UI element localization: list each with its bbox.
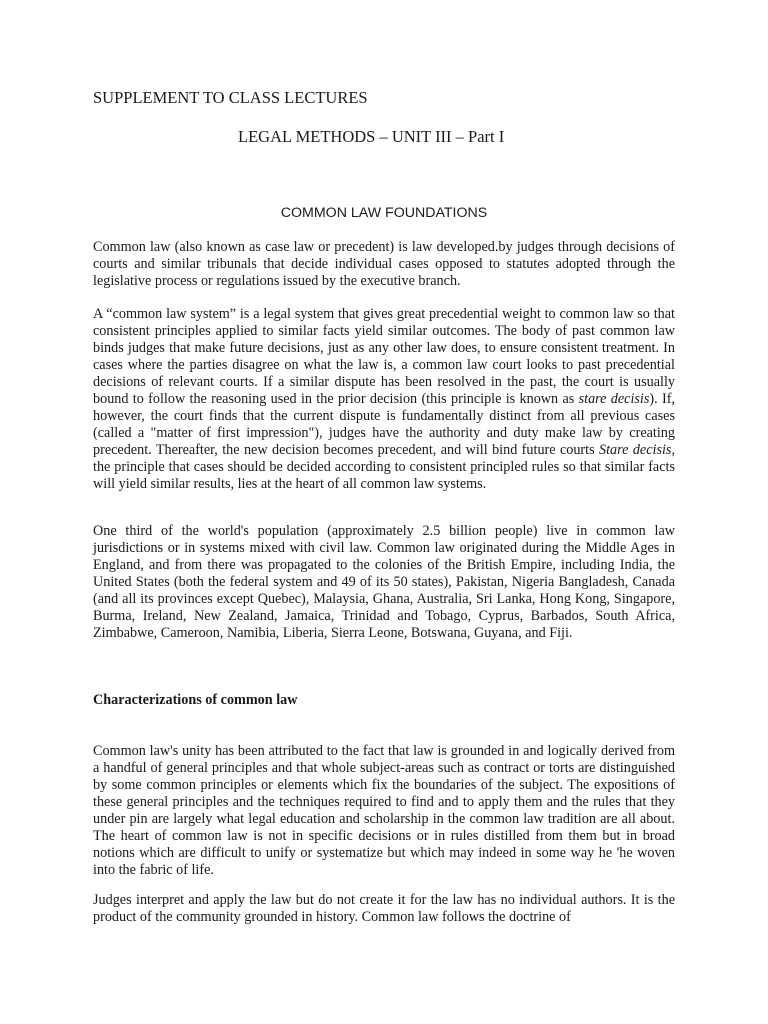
subheading-characterizations: Characterizations of common law (93, 692, 298, 708)
document-header-unit: LEGAL METHODS – UNIT III – Part I (238, 127, 505, 146)
paragraph-judges: Judges interpret and apply the law but do not create it for the law has no individual authors. It is the product of the community grounded in history. Common law follows the doctrine of (93, 892, 675, 925)
document-header-supplement: SUPPLEMENT TO CLASS LECTURES (93, 88, 368, 107)
paragraph-common-law-system (93, 306, 675, 493)
paragraph-text: , the principle that cases should be decided according to consistent principled rules so that similar facts will yield similar results, lies at the heart of all common law systems. (93, 442, 675, 492)
italic-term: Stare decisis (599, 442, 672, 458)
paragraph-jurisdictions: One third of the world's population (approximately 2.5 billion people) live in common law jurisdictions or in systems mixed with civil law. Common law originated during the Middle Ages in England, and from there was propagated to the colonies of the British Empire, including India, the United States (both the federal system and 49 of its 50 states), Pakistan, Nigeria Bangladesh, Canada (and all its provinces except Quebec), Malaysia, Ghana, Australia, Sri Lanka, Hong Kong, Singapore, Burma, Ireland, New Zealand, Jamaica, Trinidad and Tobago, Cyprus, Barbados, South Africa, Zimbabwe, Cameroon, Namibia, Liberia, Sierra Leone, Botswana, Guyana, and Fiji. (93, 523, 675, 641)
section-title: COMMON LAW FOUNDATIONS (280, 205, 488, 221)
paragraph-definition: Common law (also known as case law or precedent) is law developed.by judges through decisions of courts and similar tribunals that decide individual cases opposed to statutes adopted through the legislative process or regulations issued by the executive branch. (93, 239, 675, 289)
paragraph-text: ). If, however, the court finds that the current dispute is fundamentally distinct from all previous cases (called a "matter of first impression"), judges have the authority and duty make law by creating precedent. Thereafter, the new decision becomes precedent, and will bind future courts (93, 391, 675, 458)
paragraph-text: A “common law system” is a legal system that gives great precedential weight to common law so that consistent principles applied to similar facts yield similar outcomes. The body of past common law binds judges that make future decisions, just as any other law does, to ensure consistent treatment. In cases where the parties disagree on what the law is, a common law court looks to past precedential decisions of relevant courts. If a similar dispute has been resolved in the past, the court is usually bound to follow the reasoning used in the prior decision (this principle is known as (93, 306, 675, 407)
italic-term: stare decisis (578, 391, 650, 407)
paragraph-unity: Common law's unity has been attributed to the fact that law is grounded in and logically derived from a handful of general principles and that whole subject-areas such as contract or torts are distinguished by some common principles or elements which fix the boundaries of the subject. The expositions of these general principles and the techniques required to find and to apply them and the rules that they under pin are largely what legal education and scholarship in the common law tradition are all about. The heart of common law is not in specific decisions or in rules distilled from them but in broad notions which are difficult to unify or systematize but which may indeed in some way he 'he woven into the fabric of life. (93, 743, 675, 878)
